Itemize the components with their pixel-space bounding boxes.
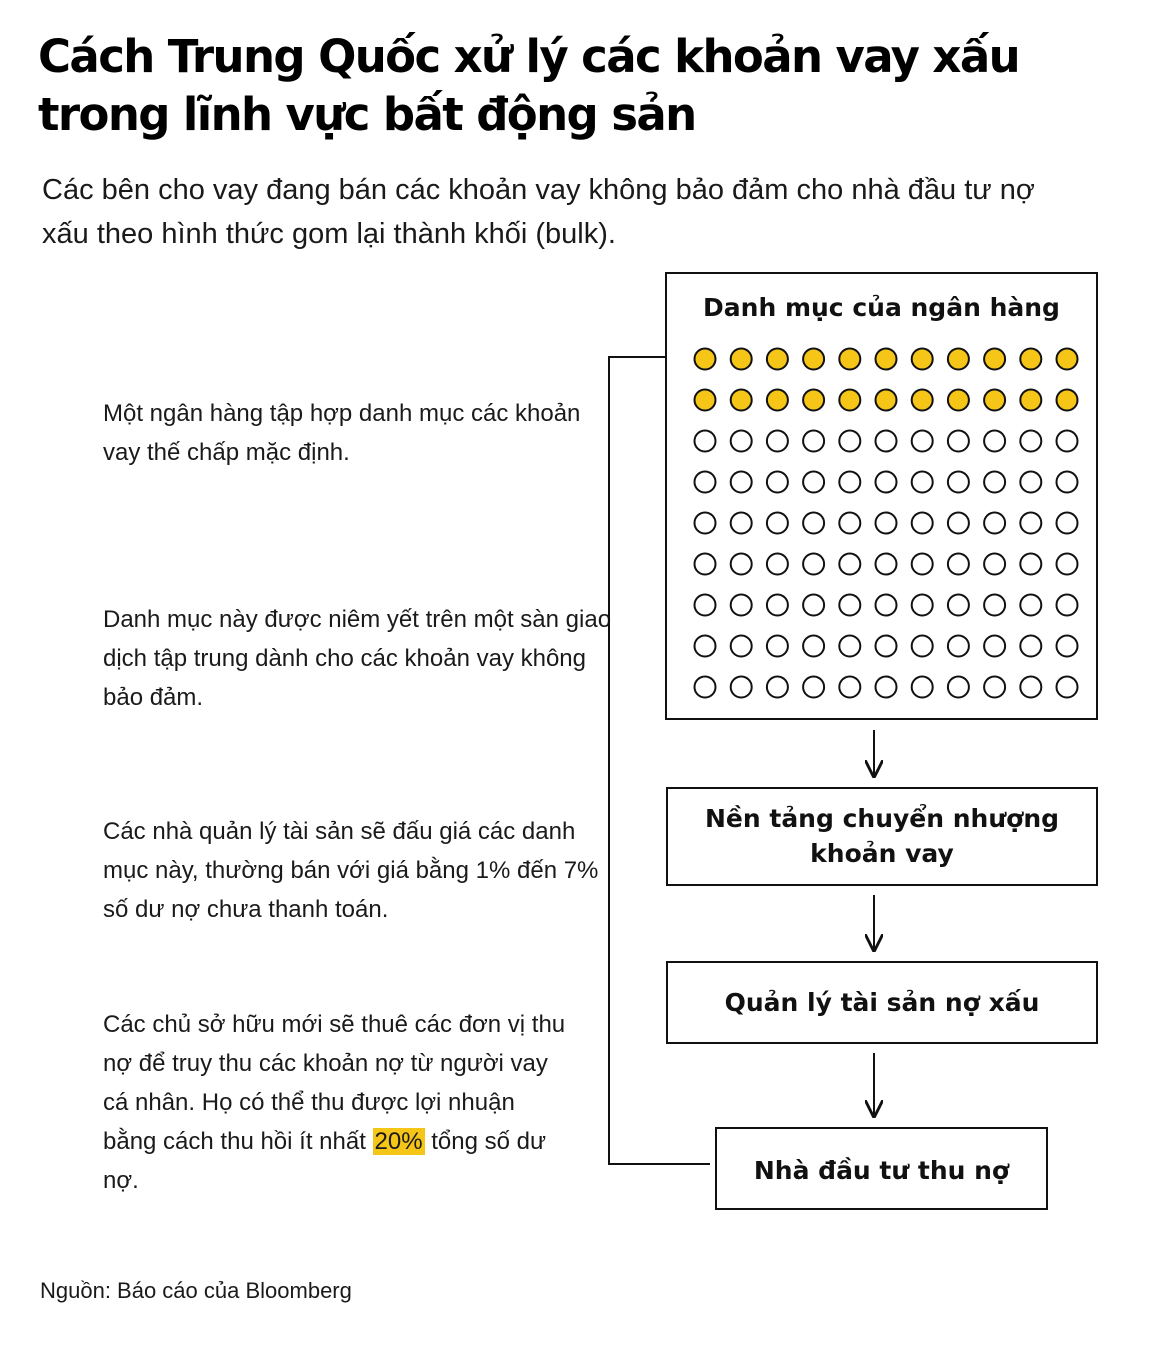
loan-dot-filled [695, 349, 716, 370]
loan-dot-empty [767, 636, 788, 657]
step-3-text: Các nhà quản lý tài sản sẽ đấu giá các danh mục này, thường bán với giá bằng 1% đến 7% số dư nợ chưa thanh toán. [103, 818, 599, 923]
step-4-text-after: tổng số dư nợ. [103, 1128, 547, 1194]
loan-dot-empty [1057, 636, 1078, 657]
portfolio-box [665, 272, 1098, 720]
loan-dot-empty [803, 554, 824, 575]
portfolio-label: Danh mục của ngân hàng [703, 293, 1060, 322]
investor-box [715, 1127, 1048, 1210]
loan-dot-empty [948, 431, 969, 452]
loan-dot-empty [948, 554, 969, 575]
loan-dot-empty [839, 677, 860, 698]
loan-dot-empty [876, 636, 897, 657]
loan-dot-empty [731, 677, 752, 698]
loan-dot-empty [695, 431, 716, 452]
loan-dot-empty [948, 677, 969, 698]
loan-dot-empty [695, 677, 716, 698]
loan-dot-filled [767, 390, 788, 411]
loan-dot-filled [839, 349, 860, 370]
step-4-text-before: Các chủ sở hữu mới sẽ thuê các đơn vị thu nợ để truy thu các khoản nợ từ người vay cá nhân. Họ có thể thu được lợi nhuận bằng cách thu hồi ít nhất [103, 1011, 566, 1155]
loan-dot-empty [767, 554, 788, 575]
step-2-text: Danh mục này được niêm yết trên một sàn giao dịch tập trung dành cho các khoản vay không bảo đảm. [103, 606, 612, 711]
loan-dot-filled [803, 349, 824, 370]
loan-dot-empty [876, 677, 897, 698]
loan-dot-empty [731, 472, 752, 493]
loan-dot-filled [912, 349, 933, 370]
platform-box [666, 787, 1098, 886]
loan-dot-empty [984, 554, 1005, 575]
loan-dot-empty [984, 472, 1005, 493]
loan-dot-empty [912, 472, 933, 493]
loan-dot-empty [912, 677, 933, 698]
loan-dot-empty [803, 431, 824, 452]
loan-dot-empty [912, 554, 933, 575]
loan-dot-filled [948, 390, 969, 411]
loan-dot-empty [1020, 636, 1041, 657]
loan-dot-filled [1020, 349, 1041, 370]
loan-dot-empty [1057, 554, 1078, 575]
loan-dot-empty [1057, 513, 1078, 534]
loan-dot-empty [912, 595, 933, 616]
loan-dot-empty [695, 513, 716, 534]
manager-label: Quản lý tài sản nợ xấu [724, 988, 1040, 1017]
loan-dot-empty [1020, 472, 1041, 493]
loan-dot-empty [767, 677, 788, 698]
loan-dot-empty [876, 431, 897, 452]
step-1-text: Một ngân hàng tập hợp danh mục các khoản vay thế chấp mặc định. [103, 400, 581, 466]
loan-dot-empty [1057, 677, 1078, 698]
loan-dot-empty [876, 513, 897, 534]
loan-dot-empty [912, 636, 933, 657]
loan-dot-filled [984, 349, 1005, 370]
loan-dot-empty [767, 595, 788, 616]
loan-dot-empty [1057, 595, 1078, 616]
loan-dot-filled [876, 349, 897, 370]
loan-dot-empty [803, 636, 824, 657]
loan-dot-filled [1057, 349, 1078, 370]
loan-dot-empty [731, 513, 752, 534]
loan-dot-empty [731, 554, 752, 575]
loan-dot-empty [839, 513, 860, 534]
loan-dot-filled [912, 390, 933, 411]
loan-dot-empty [839, 472, 860, 493]
loan-dot-empty [767, 472, 788, 493]
source-note: Nguồn: Báo cáo của Bloomberg [40, 1278, 352, 1303]
loan-dot-filled [948, 349, 969, 370]
loan-dot-empty [1020, 595, 1041, 616]
loan-dot-empty [839, 431, 860, 452]
loan-dot-empty [948, 472, 969, 493]
loan-dot-empty [1057, 472, 1078, 493]
loan-dot-empty [695, 595, 716, 616]
loan-dot-empty [984, 636, 1005, 657]
loan-dot-empty [839, 554, 860, 575]
page-title: Cách Trung Quốc xử lý các khoản vay xấu trong lĩnh vực bất động sản [38, 30, 1020, 141]
loan-dot-empty [695, 472, 716, 493]
loan-dot-empty [1020, 431, 1041, 452]
loan-dot-empty [912, 513, 933, 534]
loan-dot-empty [767, 513, 788, 534]
loan-dot-empty [1057, 431, 1078, 452]
loan-dot-empty [876, 472, 897, 493]
loan-dot-grid [667, 274, 1100, 722]
loan-dot-filled [1020, 390, 1041, 411]
loan-dot-filled [803, 390, 824, 411]
loan-dot-empty [948, 636, 969, 657]
loan-dot-empty [984, 677, 1005, 698]
loan-dot-filled [839, 390, 860, 411]
loan-dot-empty [695, 554, 716, 575]
loan-dot-empty [984, 595, 1005, 616]
loan-dot-empty [767, 431, 788, 452]
loan-dot-empty [803, 677, 824, 698]
loan-dot-empty [839, 636, 860, 657]
platform-label: Nền tảng chuyển nhượng khoản vay [704, 804, 1060, 868]
loan-dot-empty [984, 431, 1005, 452]
loan-dot-empty [876, 554, 897, 575]
loan-dot-empty [803, 472, 824, 493]
loan-dot-empty [1020, 513, 1041, 534]
loan-dot-empty [1020, 677, 1041, 698]
loan-dot-empty [984, 513, 1005, 534]
loan-dot-filled [695, 390, 716, 411]
loan-dot-filled [1057, 390, 1078, 411]
loan-dot-empty [731, 595, 752, 616]
loan-dot-empty [803, 595, 824, 616]
loan-dot-filled [767, 349, 788, 370]
subtitle: Các bên cho vay đang bán các khoản vay không bảo đảm cho nhà đầu tư nợ xấu theo hình thức gom lại thành khối (bulk). [42, 174, 1035, 250]
loan-dot-empty [731, 431, 752, 452]
loan-dot-empty [948, 595, 969, 616]
loan-dot-filled [731, 349, 752, 370]
loan-dot-filled [984, 390, 1005, 411]
loan-dot-empty [803, 513, 824, 534]
loan-dot-empty [876, 595, 897, 616]
loan-dot-filled [731, 390, 752, 411]
loan-dot-empty [695, 636, 716, 657]
loan-dot-empty [1020, 554, 1041, 575]
loan-dot-empty [948, 513, 969, 534]
investor-label: Nhà đầu tư thu nợ [753, 1156, 1010, 1185]
loan-dot-empty [731, 636, 752, 657]
loan-dot-filled [876, 390, 897, 411]
loan-dot-empty [839, 595, 860, 616]
loan-dot-empty [912, 431, 933, 452]
manager-box [666, 961, 1098, 1044]
highlight-percentage: 20% [374, 1128, 423, 1155]
